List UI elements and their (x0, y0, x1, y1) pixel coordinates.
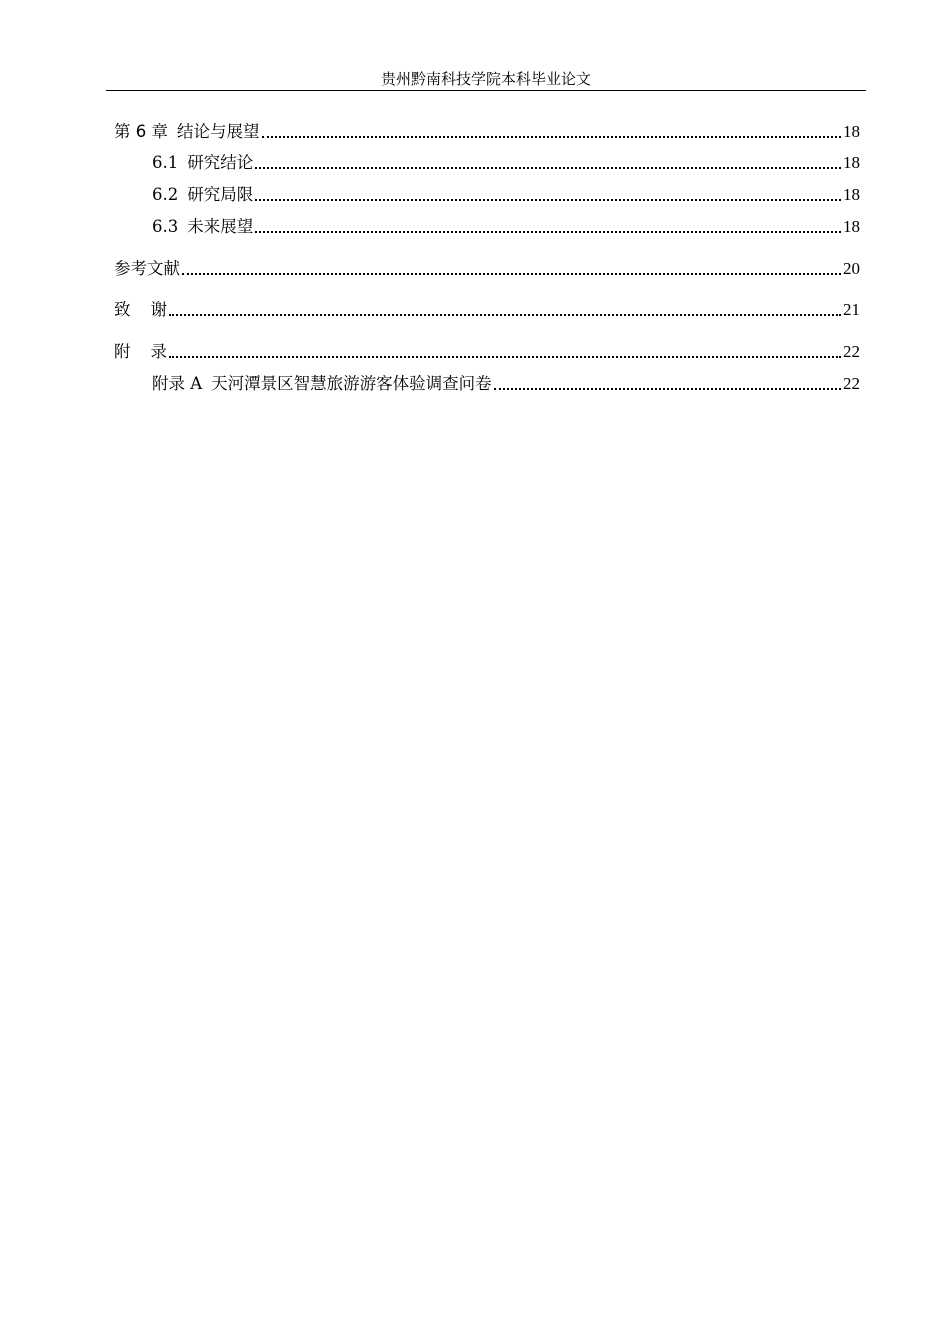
toc-dot-leader (494, 388, 841, 390)
toc-entry-number: 第 6 章 (114, 122, 168, 141)
toc-entry-text: 研究结论 (187, 153, 254, 172)
toc-entry-title (114, 121, 260, 143)
toc-entry-section-6-2[interactable] (152, 182, 860, 206)
toc-dot-leader (255, 199, 841, 201)
toc-entry-title (114, 258, 180, 280)
toc-entry-page: 18 (843, 185, 860, 204)
running-header: 贵州黔南科技学院本科毕业论文 (380, 70, 591, 88)
toc-entry-text-part: 谢 (150, 300, 167, 319)
header-rule (106, 90, 866, 91)
toc-entry-text: 未来展望 (187, 217, 254, 236)
toc-entry-appendix-a[interactable] (152, 371, 860, 395)
toc-entry-page: 22 (843, 342, 860, 361)
toc-entry-page: 18 (843, 122, 860, 141)
toc-entry-page: 21 (843, 300, 860, 319)
toc-entry-section-6-3[interactable] (152, 214, 860, 238)
toc-entry-text: 结论与展望 (177, 122, 260, 141)
toc-entry-text: 天河潭景区智慧旅游游客体验调查问卷 (211, 374, 492, 393)
toc-entry-text-part: 附 (114, 342, 131, 361)
toc-entry-title (152, 216, 253, 238)
toc-dot-leader (169, 314, 841, 316)
toc-entry-number: 附录 A (152, 374, 203, 393)
toc-entry-page: 18 (843, 217, 860, 236)
toc-entry-text: 参考文献 (114, 259, 180, 278)
toc-entry-page: 20 (843, 259, 860, 278)
toc-entry-page: 22 (843, 374, 860, 393)
toc-dot-leader (182, 273, 841, 275)
toc-entry-text-part: 录 (150, 342, 167, 361)
toc-entry-number: 6.2 (152, 185, 179, 204)
toc-dot-leader (169, 356, 841, 358)
toc-entry-text-part: 致 (114, 300, 131, 319)
toc-entry-acknowledgements[interactable] (114, 297, 860, 321)
toc-entry-page: 18 (843, 153, 860, 172)
toc-entry-appendix[interactable] (114, 339, 860, 363)
toc-dot-leader (262, 136, 842, 138)
toc-entry-number: 6.3 (152, 217, 179, 236)
toc-entry-chapter-6[interactable] (114, 119, 860, 143)
toc-entry-title (114, 299, 167, 321)
toc-entry-number: 6.1 (152, 153, 179, 172)
toc-dot-leader (255, 167, 841, 169)
toc-entry-text: 研究局限 (187, 185, 254, 204)
toc-entry-title (152, 152, 253, 174)
toc-entry-section-6-1[interactable] (152, 150, 860, 174)
toc-entry-title (152, 373, 492, 395)
toc-dot-leader (255, 231, 841, 233)
toc-entry-title (114, 341, 167, 363)
toc-entry-references[interactable] (114, 256, 860, 280)
toc-entry-title (152, 184, 253, 206)
